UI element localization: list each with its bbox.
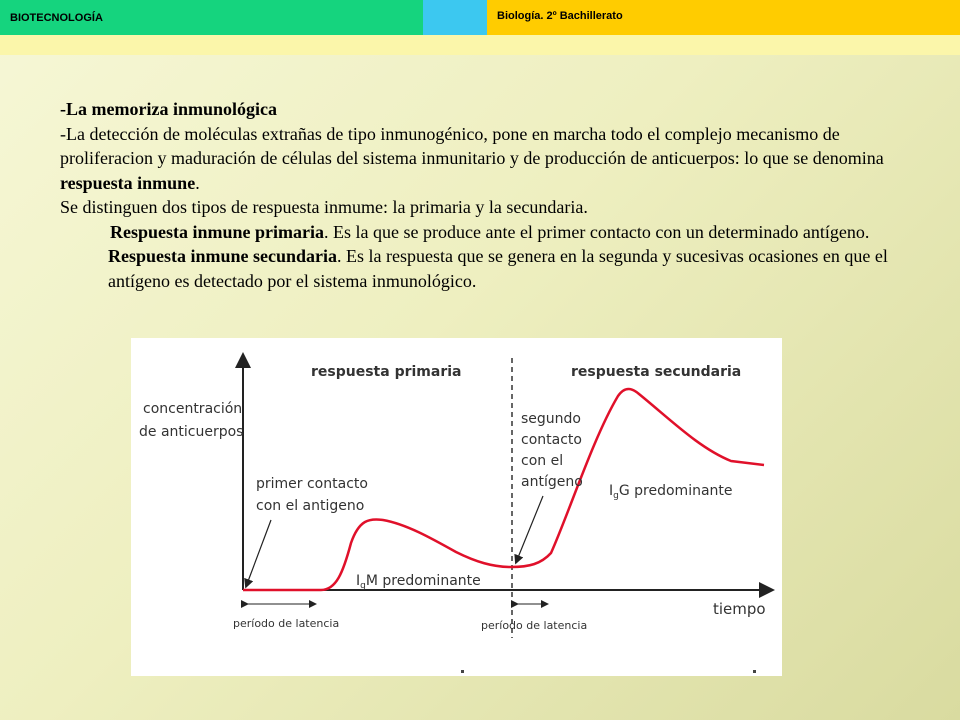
paragraph-primary: Respuesta inmune primaria. Es la que se produce ante el primer contacto con un determinado antígeno.	[110, 221, 870, 242]
title-primary-response: respuesta primaria	[311, 364, 462, 380]
second-contact-label-line4: antígeno	[521, 474, 583, 490]
course-title: BIOTECNOLOGÍA	[10, 12, 103, 24]
term-secondary: Respuesta inmune secundaria	[108, 246, 338, 266]
second-contact-arrow	[517, 496, 543, 560]
latency-label-2: período de latencia	[481, 619, 588, 632]
second-contact-label-line3: con el	[521, 453, 564, 469]
igg-label: $I_gG$ predominante	[609, 483, 733, 501]
content-text	[60, 97, 900, 293]
title-secondary-response: respuesta secundaria	[571, 364, 742, 380]
x-axis-label: tiempo	[713, 600, 766, 618]
paragraph-secondary: Respuesta inmune secundaria. Es la respuesta que se genera en la segunda y sucesivas ocasiones en que el antígeno es detectado por el sistema inmunológico.	[108, 246, 888, 291]
paragraph-detection: -La detección de moléculas extrañas de tipo inmunogénico, pone en marcha todo el complejo mecanismo de proliferacion y maduración de células del sistema inmunitario y de producción de anticuerpos: lo que se denomina respuesta inmune.	[60, 123, 884, 193]
second-contact-label-line1: segundo	[521, 411, 581, 427]
heading: -La memoriza inmunológica	[60, 99, 277, 119]
header-cyan-segment	[423, 0, 487, 35]
y-axis-label-line1: concentración	[143, 401, 243, 417]
immune-response-diagram	[131, 338, 782, 676]
header-stripe	[0, 35, 960, 55]
term-primary: Respuesta inmune primaria	[110, 221, 325, 242]
second-contact-label-line2: contacto	[521, 432, 582, 448]
first-contact-arrow	[247, 520, 271, 584]
bottom-mark-1	[461, 670, 464, 673]
header-bar	[0, 0, 960, 35]
first-contact-label-line2: con el antigeno	[256, 498, 365, 514]
paragraph-types: Se distinguen dos tipos de respuesta inmume: la primaria y la secundaria.	[60, 197, 588, 217]
y-axis-label-line2: de anticuerpos	[139, 424, 244, 440]
latency-label-1: período de latencia	[233, 617, 340, 630]
first-contact-label-line1: primer contacto	[256, 476, 368, 492]
igm-label: $I_gM$ predominante	[356, 573, 481, 591]
subject-label: Biología. 2º Bachillerato	[497, 10, 623, 22]
term-respuesta-inmune: respuesta inmune	[60, 172, 196, 193]
bottom-mark-2	[753, 670, 756, 673]
